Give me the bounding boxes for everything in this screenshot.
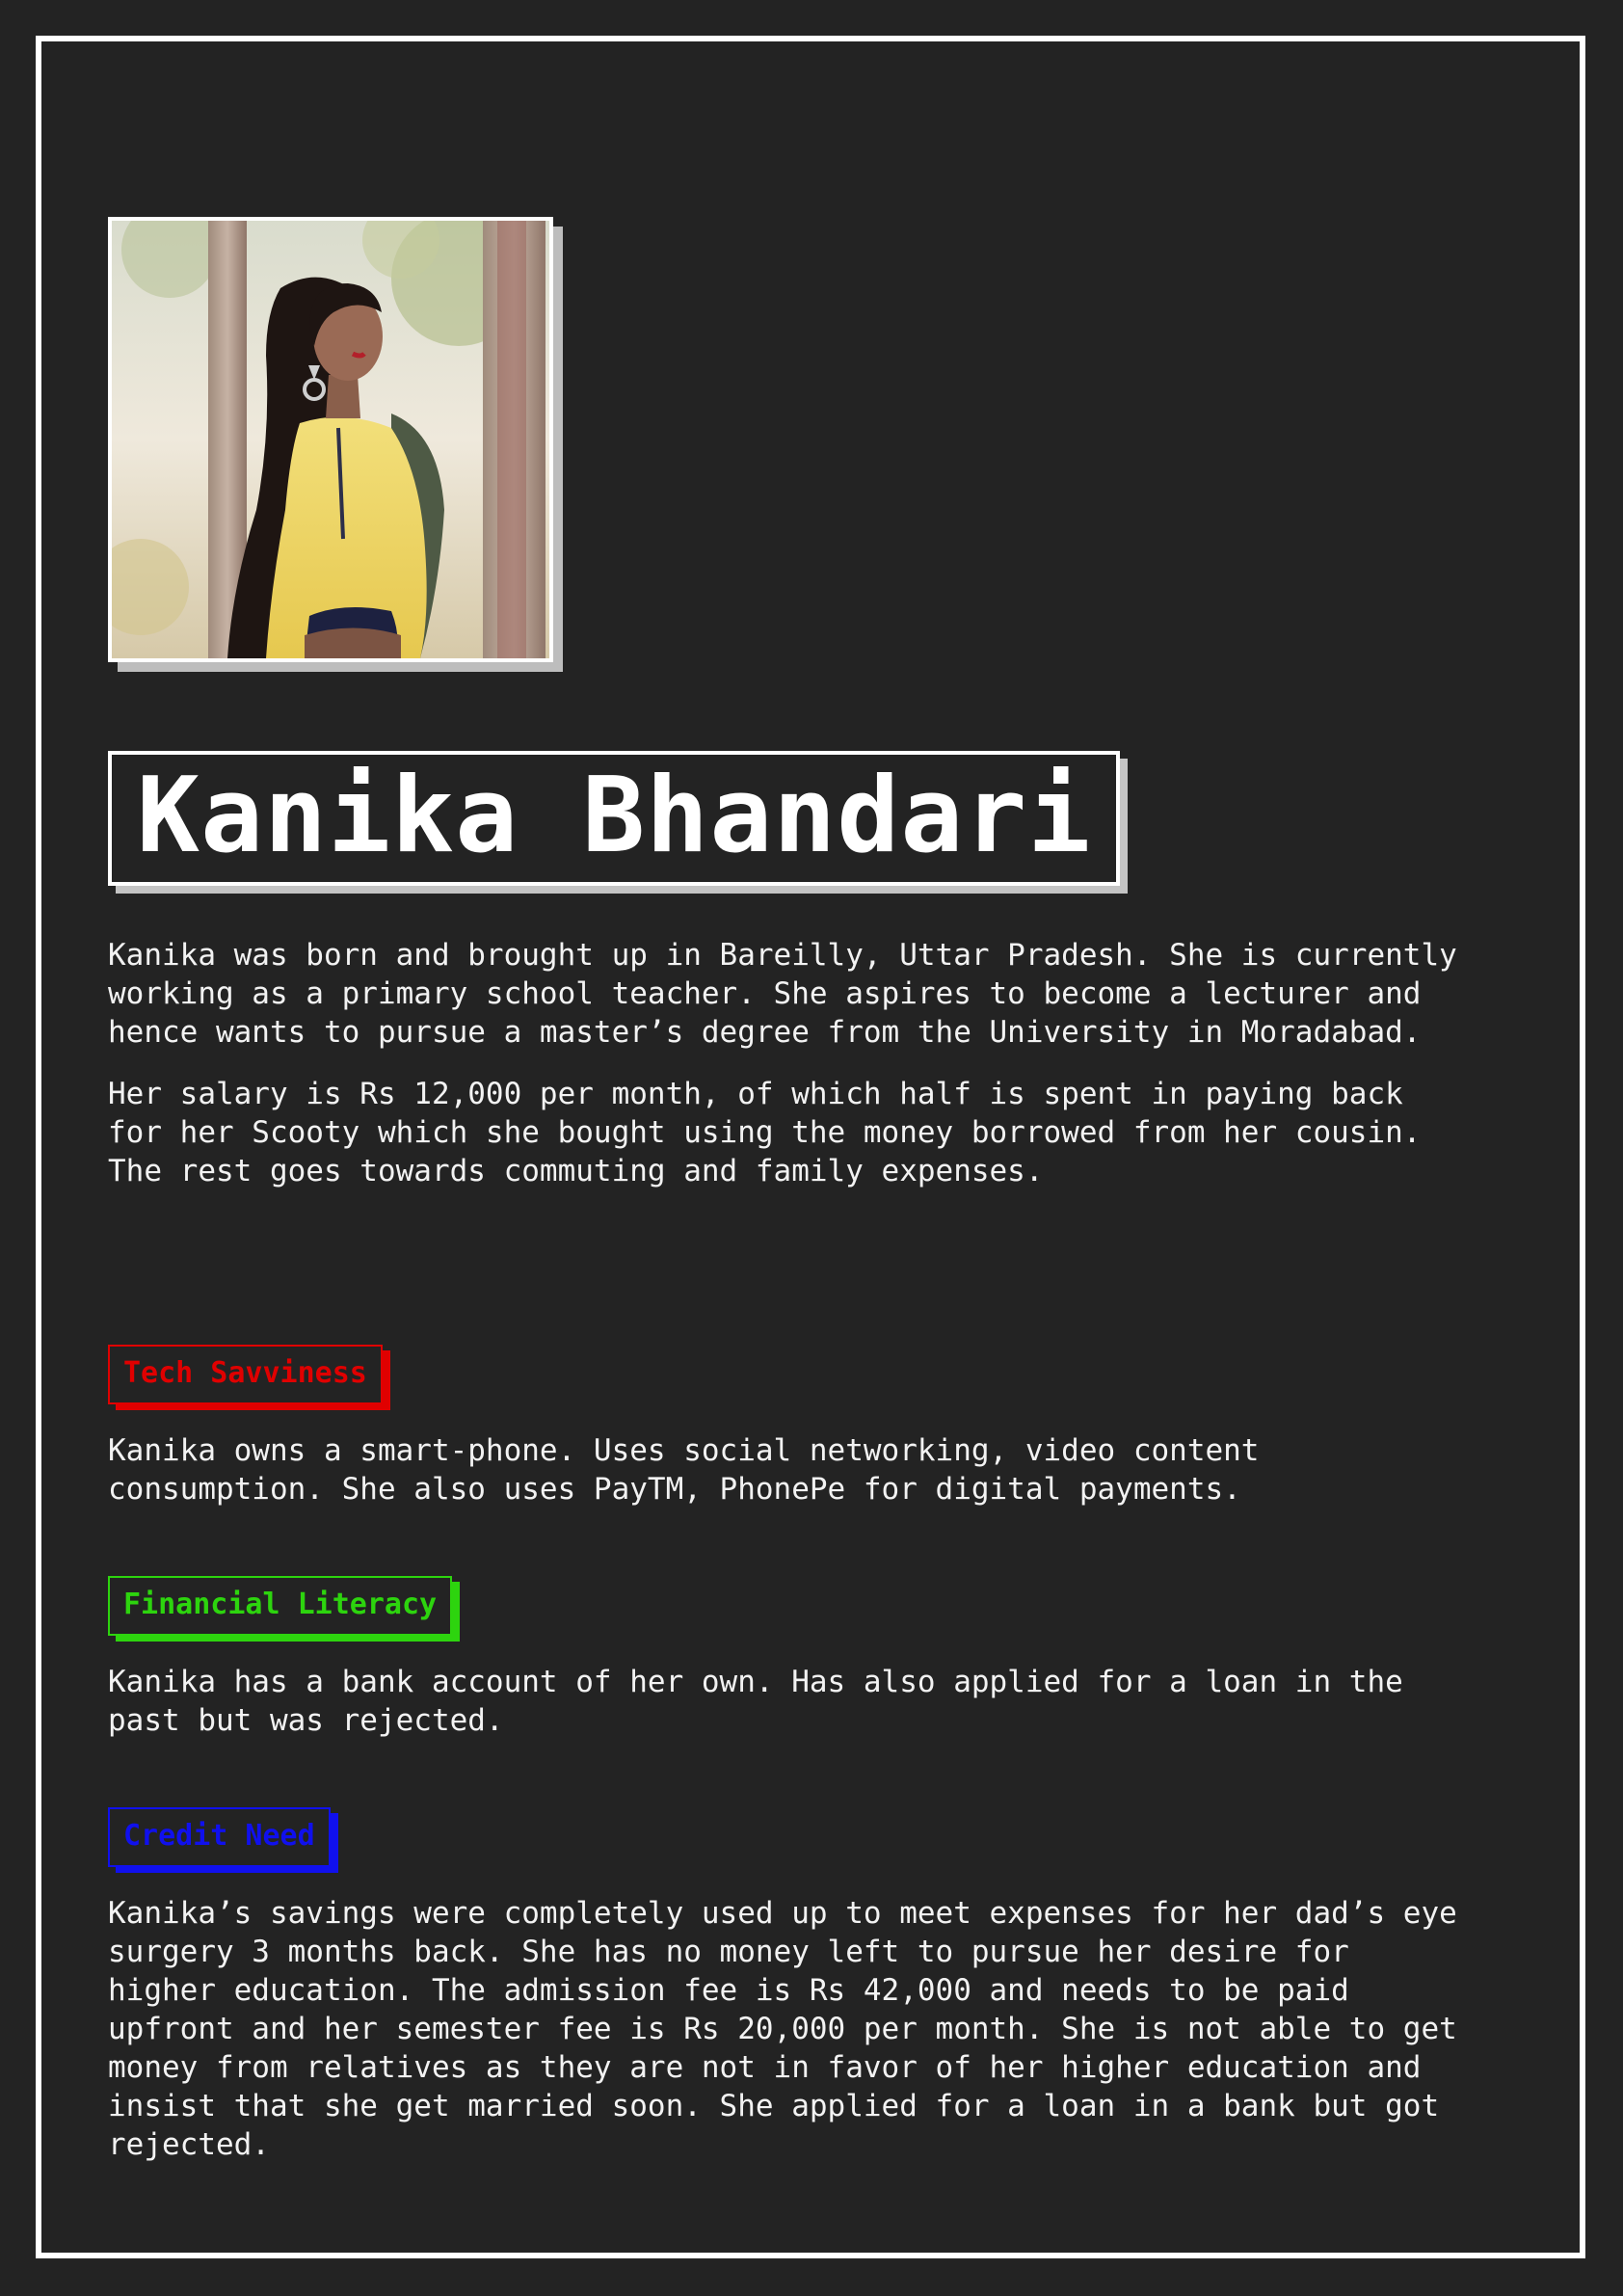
credit-need-tag: Credit Need bbox=[108, 1807, 331, 1867]
profile-photo bbox=[108, 217, 553, 662]
financial-literacy-tag: Financial Literacy bbox=[108, 1576, 452, 1636]
tech-savviness-tag: Tech Savviness bbox=[108, 1345, 383, 1404]
credit-need-text: Kanika’s savings were completely used up to meet expenses for her dad’s eye surgery 3 months back. She has no money left to pursue her desire for higher education. The admission fee is Rs 42,000 and needs to be paid upfront and her semester fee is Rs 20,000 per month. She is not able to get money from relatives as they are not in favor of her higher education and insist that she get married soon. She applied for a loan in a bank but got rejected. bbox=[108, 1896, 1457, 2162]
person-name: Kanika Bhandari bbox=[137, 756, 1092, 876]
section-financial-literacy bbox=[108, 1576, 1525, 1740]
financial-literacy-text: Kanika has a bank account of her own. Has also applied for a loan in the past but was rejected. bbox=[108, 1665, 1403, 1738]
bio-paragraph-1: Kanika was born and brought up in Bareilly, Uttar Pradesh. She is currently working as a primary school teacher. She aspires to become a lecturer and hence wants to pursue a master’s degree from the University in Moradabad. bbox=[108, 938, 1457, 1050]
tech-savviness-text: Kanika owns a smart-phone. Uses social networking, video content consumption. She also uses PayTM, PhonePe for digital payments. bbox=[108, 1433, 1260, 1507]
profile-card bbox=[108, 217, 1525, 2164]
section-credit-need bbox=[108, 1807, 1525, 2164]
portrait-illustration bbox=[112, 221, 549, 658]
section-tech-savviness bbox=[108, 1345, 1525, 1508]
name-heading-box bbox=[108, 751, 1120, 886]
bio-paragraph-2: Her salary is Rs 12,000 per month, of which half is spent in paying back for her Scooty which she bought using the money borrowed from her cousin. The rest goes towards commuting and family expenses. bbox=[108, 1077, 1422, 1188]
